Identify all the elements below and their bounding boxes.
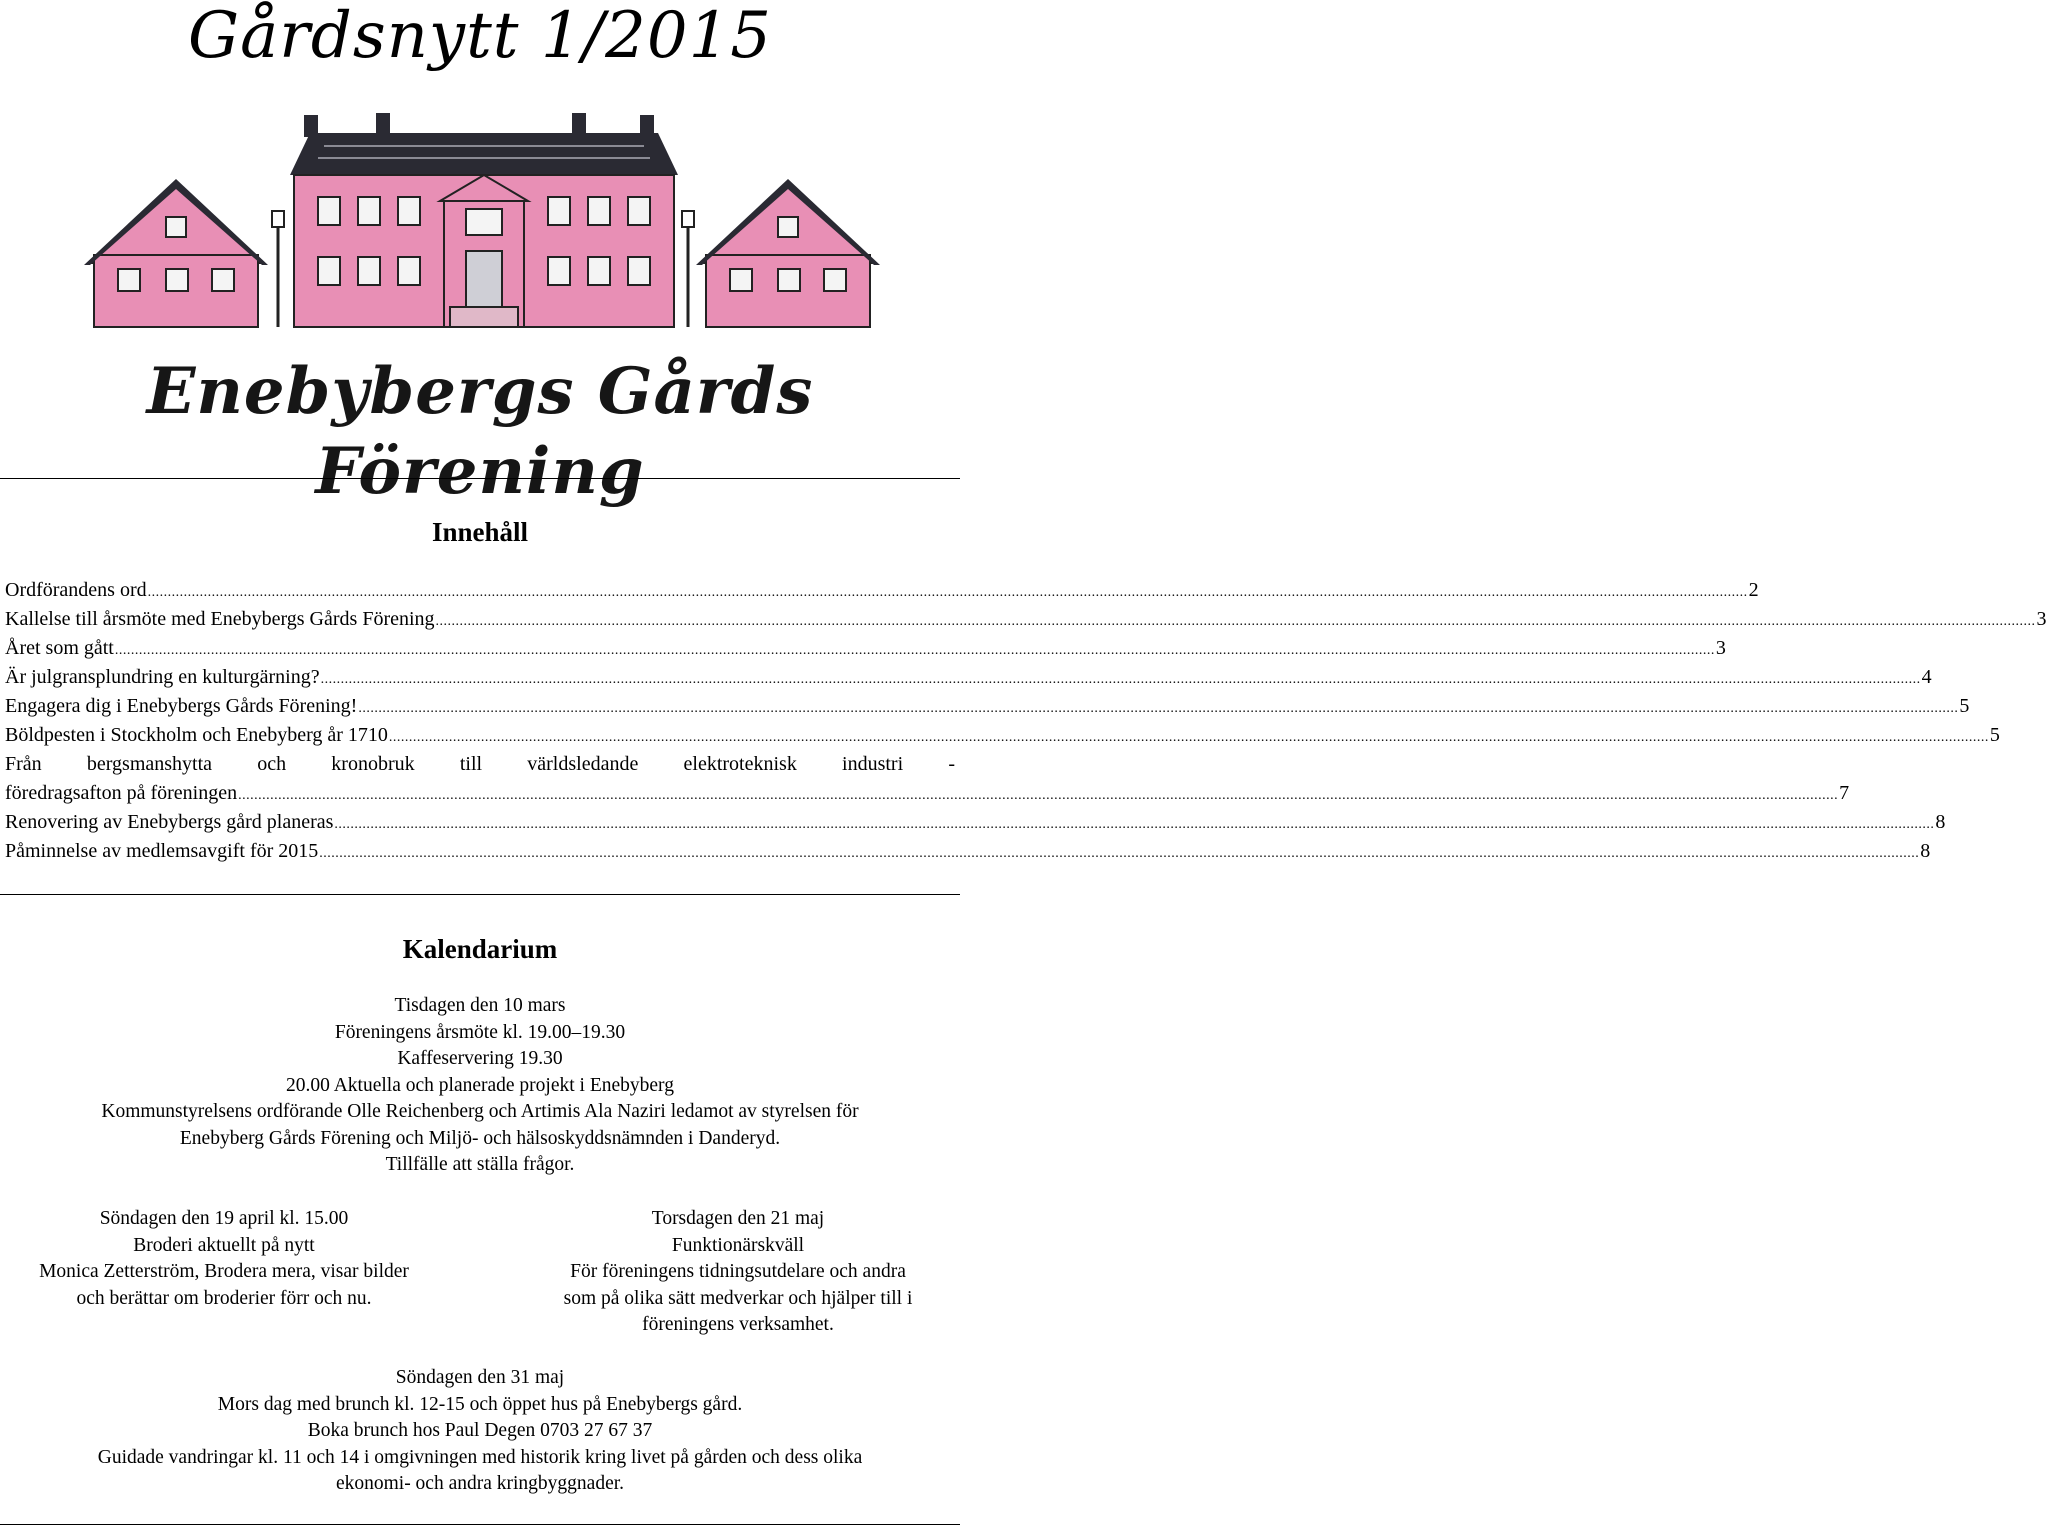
- association-logo: Enebybergs Gårds Förening: [146, 354, 814, 509]
- main-building: [290, 113, 678, 327]
- right-wing-building: [696, 179, 880, 327]
- toc-entry[interactable]: Påminnelse av medlemsavgift för 2015 ................................................................................................................................................................................................................................................................................................................................................................................................................ 8: [5, 837, 955, 866]
- toc-entry[interactable]: Ordförandens ord ................................................................................................................................................................................................................................................................................................................................................................................................................ 2: [5, 576, 955, 605]
- manor-house-illustration: [88, 105, 878, 335]
- toc-entry[interactable]: Renovering av Enebybergs gård planeras ................................................................................................................................................................................................................................................................................................................................................................................................................ 8: [5, 808, 955, 837]
- dot-leader: ................................................................................................................................................................................................................................................................................................................................................................................................................: [238, 788, 1839, 803]
- toc-entry[interactable]: föredragsafton på föreningen ................................................................................................................................................................................................................................................................................................................................................................................................................ 7: [5, 779, 955, 808]
- lamp-post-left: [272, 211, 284, 327]
- left-wing-building: [84, 179, 268, 327]
- toc-entry[interactable]: Är julgransplundring en kulturgärning? ................................................................................................................................................................................................................................................................................................................................................................................................................ 4: [5, 663, 955, 692]
- calendar-event-annual-meeting: Tisdagen den 10 mars Föreningens årsmöte kl. 19.00–19.30 Kaffeservering 19.30 20.00 Aktuella och planerade projekt i Enebyberg Kommunstyrelsens ordförande Olle Reichenberg och Artimis Ala Naziri ledamot av styrelsen för Enebyberg Gårds Förening och Miljö- och hälsoskyddsnämnden i Danderyd. Tillfälle att ställa frågor.: [101, 995, 859, 1175]
- calendar-heading: Kalendarium: [402, 934, 558, 964]
- dot-leader: ................................................................................................................................................................................................................................................................................................................................................................................................................: [388, 730, 1989, 745]
- calendar-event-embroidery: Söndagen den 19 april kl. 15.00 Broderi aktuellt på nytt Monica Zetterström, Brodera mera, visar bilder och berättar om broderier förr och nu.: [39, 1208, 409, 1309]
- toc-entry[interactable]: Kallelse till årsmöte med Enebybergs Gårds Förening ................................................................................................................................................................................................................................................................................................................................................................................................................ 3: [5, 605, 955, 634]
- calendar-event-mothers-day: Söndagen den 31 maj Mors dag med brunch kl. 12-15 och öppet hus på Enebybergs gård. Boka brunch hos Paul Degen 0703 27 67 37 Guidade vandringar kl. 11 och 14 i omgivningen med historik kring livet på gården och dess olika ekonomi- och andra kringbyggnader.: [97, 1367, 863, 1494]
- toc-entry[interactable]: Året som gått ................................................................................................................................................................................................................................................................................................................................................................................................................ 3: [5, 634, 955, 663]
- toc-entry-line1[interactable]: Från bergsmanshytta och kronobruk till världsledande elektroteknisk industri -: [5, 753, 955, 775]
- dot-leader: ................................................................................................................................................................................................................................................................................................................................................................................................................: [358, 701, 1959, 716]
- calendar-event-volunteer-evening: Torsdagen den 21 maj Funktionärskväll För föreningens tidningsutdelare och andra som på olika sätt medverkar och hjälper till i föreningens verksamhet.: [563, 1208, 913, 1335]
- toc-entry[interactable]: Engagera dig i Enebybergs Gårds Förening! ................................................................................................................................................................................................................................................................................................................................................................................................................ 5: [5, 692, 955, 721]
- dot-leader: ................................................................................................................................................................................................................................................................................................................................................................................................................: [114, 643, 1715, 658]
- toc-entry[interactable]: Böldpesten i Stockholm och Enebyberg år 1710 ................................................................................................................................................................................................................................................................................................................................................................................................................ 5: [5, 721, 955, 750]
- dot-leader: ................................................................................................................................................................................................................................................................................................................................................................................................................: [319, 846, 1920, 861]
- divider: [0, 894, 960, 895]
- dot-leader: ................................................................................................................................................................................................................................................................................................................................................................................................................: [334, 817, 1935, 832]
- lamp-post-right: [682, 211, 694, 327]
- toc-heading: Innehåll: [431, 517, 529, 547]
- newsletter-title: Gårdsnytt 1/2015: [188, 0, 772, 73]
- dot-leader: ................................................................................................................................................................................................................................................................................................................................................................................................................: [320, 672, 1921, 687]
- divider: [0, 478, 960, 479]
- dot-leader: ................................................................................................................................................................................................................................................................................................................................................................................................................: [147, 585, 1748, 600]
- divider: [0, 1524, 960, 1525]
- dot-leader: ................................................................................................................................................................................................................................................................................................................................................................................................................: [435, 614, 2036, 629]
- table-of-contents: [5, 576, 2047, 866]
